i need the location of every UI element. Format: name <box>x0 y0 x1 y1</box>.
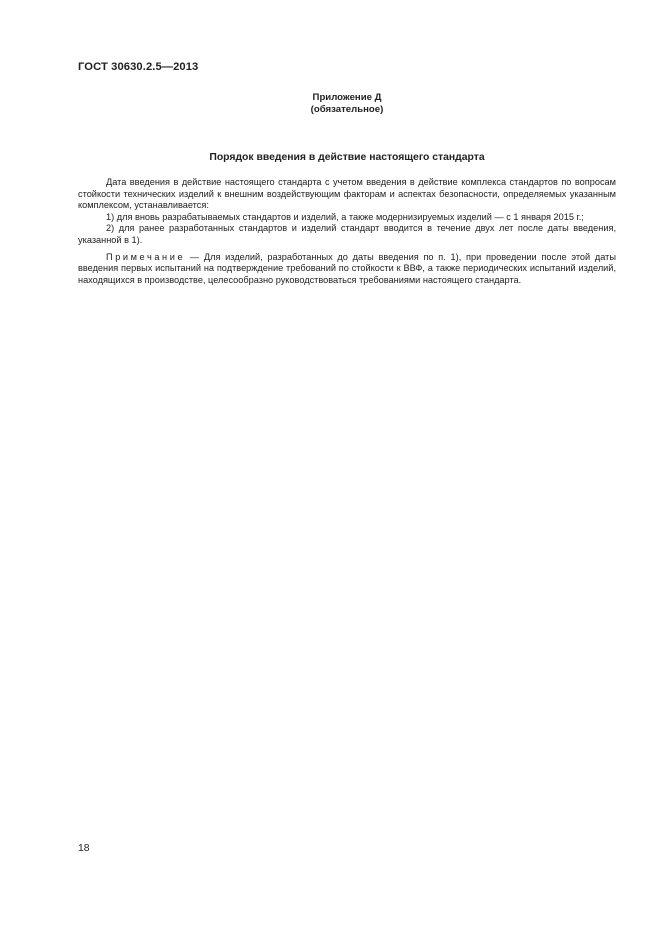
paragraph-item-2: 2) для ранее разработанных стандартов и изделий стандарт вводится в течение двух лет после даты введения, указанной в 1). <box>78 223 616 245</box>
note-label: Примечание <box>106 251 186 262</box>
paragraph-intro: Дата введения в действие настоящего стандарта с учетом введения в действие комплекса стандартов по вопросам стойкости технических изделий к внешним воздействующим факторам и аспектах безопасности, определяемых указанным комплексом, устанавливается: <box>78 177 616 211</box>
body-text <box>78 177 616 286</box>
appendix-status: (обязательное) <box>310 104 384 115</box>
paragraph-item-1: 1) для вновь разрабатываемых стандартов и изделий, а также модернизируемых изделий — с 1 января 2015 г.; <box>106 211 584 222</box>
page-number: 18 <box>78 843 90 854</box>
appendix-title: Приложение Д <box>312 92 382 103</box>
document-code-header: ГОСТ 30630.2.5—2013 <box>78 61 199 73</box>
section-title: Порядок введения в действие настоящего стандарта <box>209 152 485 163</box>
note-paragraph <box>78 252 616 287</box>
appendix-heading <box>78 92 616 116</box>
note-text: — Для изделий, разработанных до даты введения по п. 1), при проведении после этой даты введения первых испытаний на подтверждение требований по стойкости к ВВФ, а также периодических испытаний изделий, находящихся в производстве, целесообразно руководствоваться требованиями настоящего стандарта. <box>78 251 616 285</box>
